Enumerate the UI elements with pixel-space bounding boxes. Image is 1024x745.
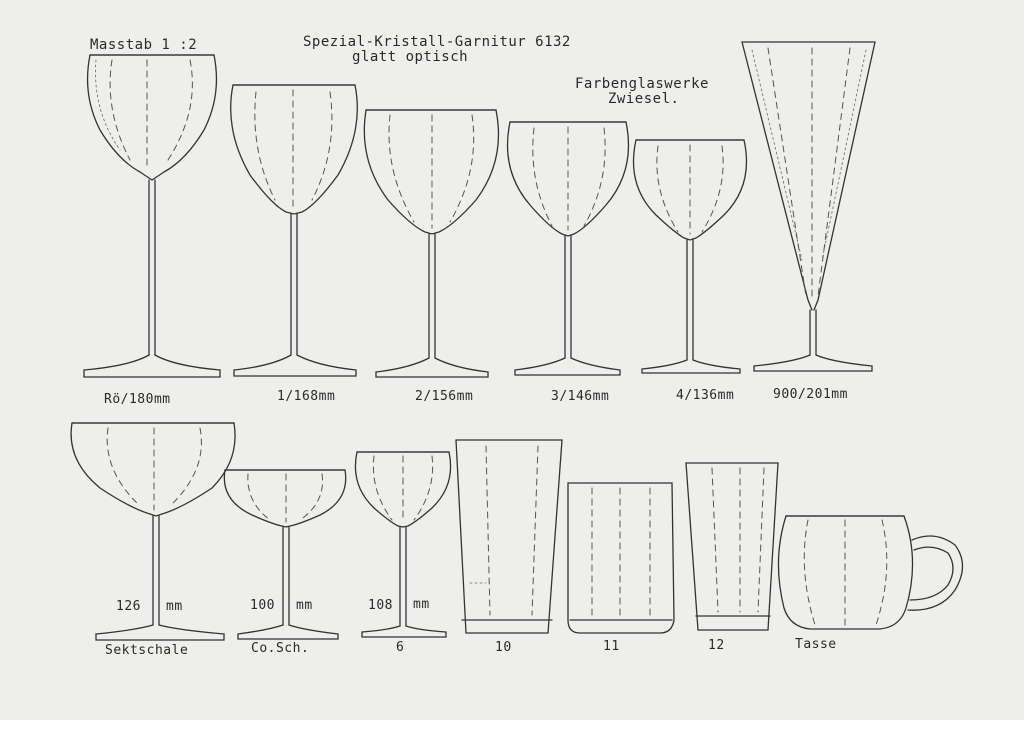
label-cocktail: Co.Sch.: [251, 641, 310, 656]
glass-11: [568, 483, 674, 633]
glass-sektschale: [71, 423, 235, 640]
glass-roemer: [84, 55, 220, 377]
label-glass-11: 11: [603, 639, 620, 654]
glass-1: [231, 85, 358, 376]
label-glass-900: 900/201mm: [773, 387, 848, 402]
maker-name: Farbenglaswerke: [575, 76, 709, 92]
catalog-title: Spezial-Kristall-Garnitur 6132: [303, 34, 571, 50]
glass-4: [634, 140, 747, 373]
unit-cocktail: mm: [296, 598, 313, 613]
glass-12: [686, 463, 778, 630]
label-sektschale: Sektschale: [105, 643, 189, 658]
label-glass-10: 10: [495, 640, 512, 655]
label-glass-3: 3/146mm: [551, 389, 610, 404]
scan-margin: [0, 720, 1024, 745]
label-tasse: Tasse: [795, 637, 837, 652]
size-sektschale: 126: [116, 599, 141, 614]
maker-location: Zwiesel.: [608, 91, 680, 107]
scale-note: Masstab 1 :2: [90, 37, 198, 53]
glass-3: [508, 122, 629, 375]
glass-tasse: [778, 516, 962, 629]
glass-10-tumbler: [456, 440, 562, 633]
unit-glass-6: mm: [413, 597, 430, 612]
catalog-subtitle: glatt optisch: [352, 49, 469, 65]
glass-2: [364, 110, 498, 377]
size-glass-6: 108: [368, 598, 393, 613]
label-glass-4: 4/136mm: [676, 388, 735, 403]
size-cocktail: 100: [250, 598, 275, 613]
glass-cocktail: [224, 470, 345, 639]
label-glass-6: 6: [396, 640, 405, 655]
unit-sektschale: mm: [166, 599, 183, 614]
label-roemer: Rö/180mm: [104, 392, 171, 407]
label-glass-12: 12: [708, 638, 725, 653]
label-glass-1: 1/168mm: [277, 389, 336, 404]
label-glass-2: 2/156mm: [415, 389, 474, 404]
glass-900-flute: [742, 42, 875, 371]
